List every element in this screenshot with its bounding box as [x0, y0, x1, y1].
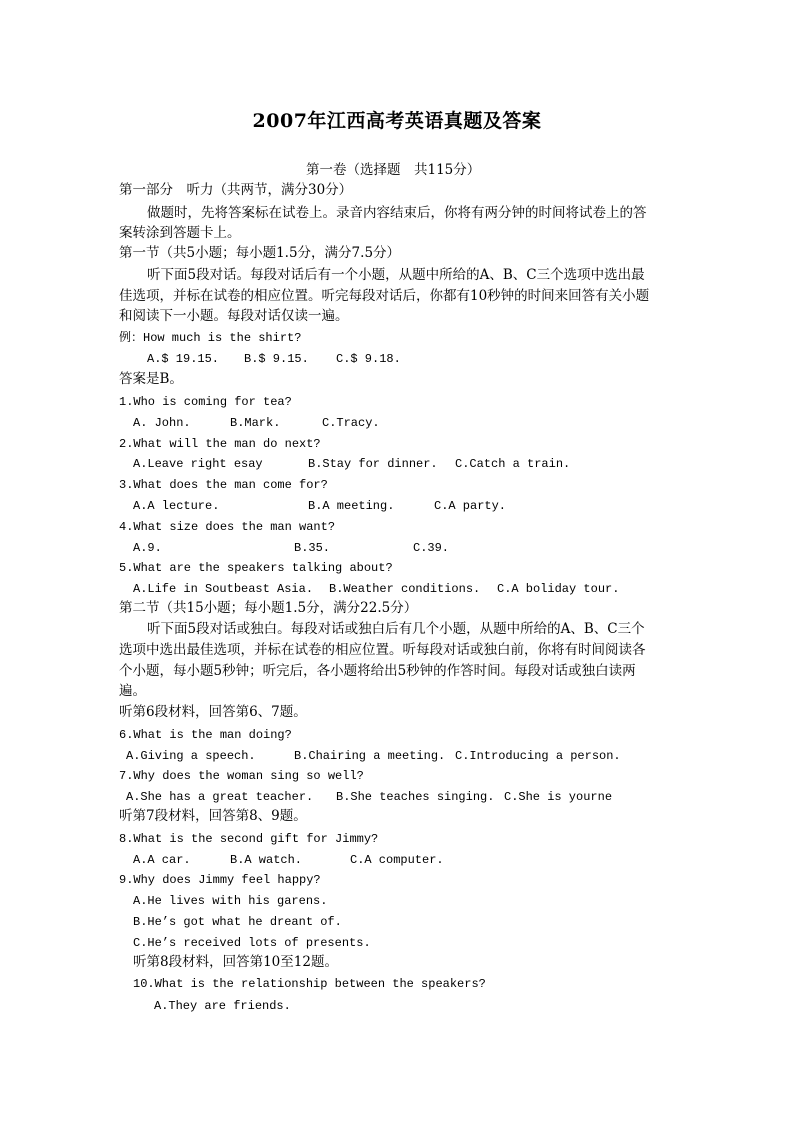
section1-instruction-1: 听下面5段对话。每段对话后有一个小题，从题中所给的A、B、C三个选项中选出最 — [147, 267, 645, 283]
question-3: 3.What does the man come for? — [119, 478, 328, 492]
question-4-option-b: B.35. — [294, 541, 331, 555]
question-9-option-c: C.He’s received lots of presents. — [133, 936, 371, 950]
question-5-option-b: B.Weather conditions. — [329, 582, 481, 596]
section2-instruction-3: 个小题，每小题5秒钟；听完后，各小题将给出5秒钟的作答时间。每段对话或独白读两 — [119, 663, 636, 679]
question-8-option-b: B.A watch. — [230, 853, 303, 867]
section1-instruction-2: 佳选项，并标在试卷的相应位置。听完每段对话后，你都有10秒钟的时间来回答有关小题 — [119, 288, 650, 304]
material-7-header: 听第7段材料，回答第8、9题。 — [119, 808, 307, 824]
part1-header: 第一部分 听力（共两节，满分30分） — [119, 182, 353, 198]
volume-header: 第一卷（选择题 共115分） — [306, 162, 481, 178]
question-9: 9.Why does Jimmy feel happy? — [119, 873, 321, 887]
section1-header: 第一节（共5小题；每小题1.5分，满分7.5分） — [119, 245, 401, 261]
question-8-option-c: C.A computer. — [350, 853, 444, 867]
example-option-c: C.$ 9.18. — [336, 352, 401, 366]
question-2-option-c: C.Catch a train. — [455, 457, 571, 471]
section1-instruction-3: 和阅读下一小题。每段对话仅读一遍。 — [119, 308, 349, 324]
question-2-option-a: A.Leave right esay — [133, 457, 263, 471]
example-option-a: A.$ 19.15. — [147, 352, 220, 366]
question-6: 6.What is the man doing? — [119, 728, 292, 742]
question-1-option-c: C.Tracy. — [322, 416, 380, 430]
question-9-option-b: B.He’s got what he dreant of. — [133, 915, 342, 929]
question-6-option-b: B.Chairing a meeting. — [294, 749, 446, 763]
question-1-option-b: B.Mark. — [230, 416, 281, 430]
question-7-option-b: B.She teaches singing. — [336, 790, 495, 804]
material-8-header: 听第8段材料，回答第10至12题。 — [133, 954, 338, 970]
question-9-option-a: A.He lives with his garens. — [133, 894, 328, 908]
section2-instruction-4: 遍。 — [119, 683, 146, 699]
material-6-header: 听第6段材料，回答第6、7题。 — [119, 704, 307, 720]
example-option-b: B.$ 9.15. — [244, 352, 309, 366]
question-8: 8.What is the second gift for Jimmy? — [119, 832, 379, 846]
question-10: 10.What is the relationship between the speakers? — [133, 977, 486, 991]
question-5-option-c: C.A boliday tour. — [497, 582, 620, 596]
question-8-option-a: A.A car. — [133, 853, 191, 867]
question-5: 5.What are the speakers talking about? — [119, 561, 393, 575]
intro-line-1: 做题时，先将答案标在试卷上。录音内容结束后，你将有两分钟的时间将试卷上的答 — [147, 205, 647, 221]
question-5-option-a: A.Life in Soutbeast Asia. — [133, 582, 314, 596]
question-2: 2.What will the man do next? — [119, 437, 321, 451]
question-4-option-c: C.39. — [413, 541, 450, 555]
section2-instruction-1: 听下面5段对话或独白。每段对话或独白后有几个小题，从题中所给的A、B、C三个 — [147, 621, 645, 637]
question-4-option-a: A.9. — [133, 541, 162, 555]
example-answer: 答案是B。 — [119, 371, 183, 387]
question-7-option-c: C.She is yourne — [504, 790, 613, 804]
question-3-option-a: A.A lecture. — [133, 499, 220, 513]
page-title: 2007年江西高考英语真题及答案 — [252, 110, 542, 132]
question-3-option-c: C.A party. — [434, 499, 507, 513]
question-10-option-a: A.They are friends. — [154, 999, 291, 1013]
question-7: 7.Why does the woman sing so well? — [119, 769, 364, 783]
question-7-option-a: A.She has a great teacher. — [126, 790, 314, 804]
question-6-option-c: C.Introducing a person. — [455, 749, 621, 763]
section2-instruction-2: 选项中选出最佳选项，并标在试卷的相应位置。听每段对话或独白前，你将有时间阅读各 — [119, 642, 646, 658]
question-4: 4.What size does the man want? — [119, 520, 336, 534]
question-1: 1.Who is coming for tea? — [119, 395, 292, 409]
example-question: 例：How much is the shirt? — [119, 331, 302, 345]
question-1-option-a: A. John. — [133, 416, 191, 430]
question-2-option-b: B.Stay for dinner. — [308, 457, 438, 471]
question-3-option-b: B.A meeting. — [308, 499, 395, 513]
question-6-option-a: A.Giving a speech. — [126, 749, 256, 763]
intro-line-2: 案转涂到答题卡上。 — [119, 225, 241, 241]
section2-header: 第二节（共15小题；每小题1.5分，满分22.5分） — [119, 600, 418, 616]
